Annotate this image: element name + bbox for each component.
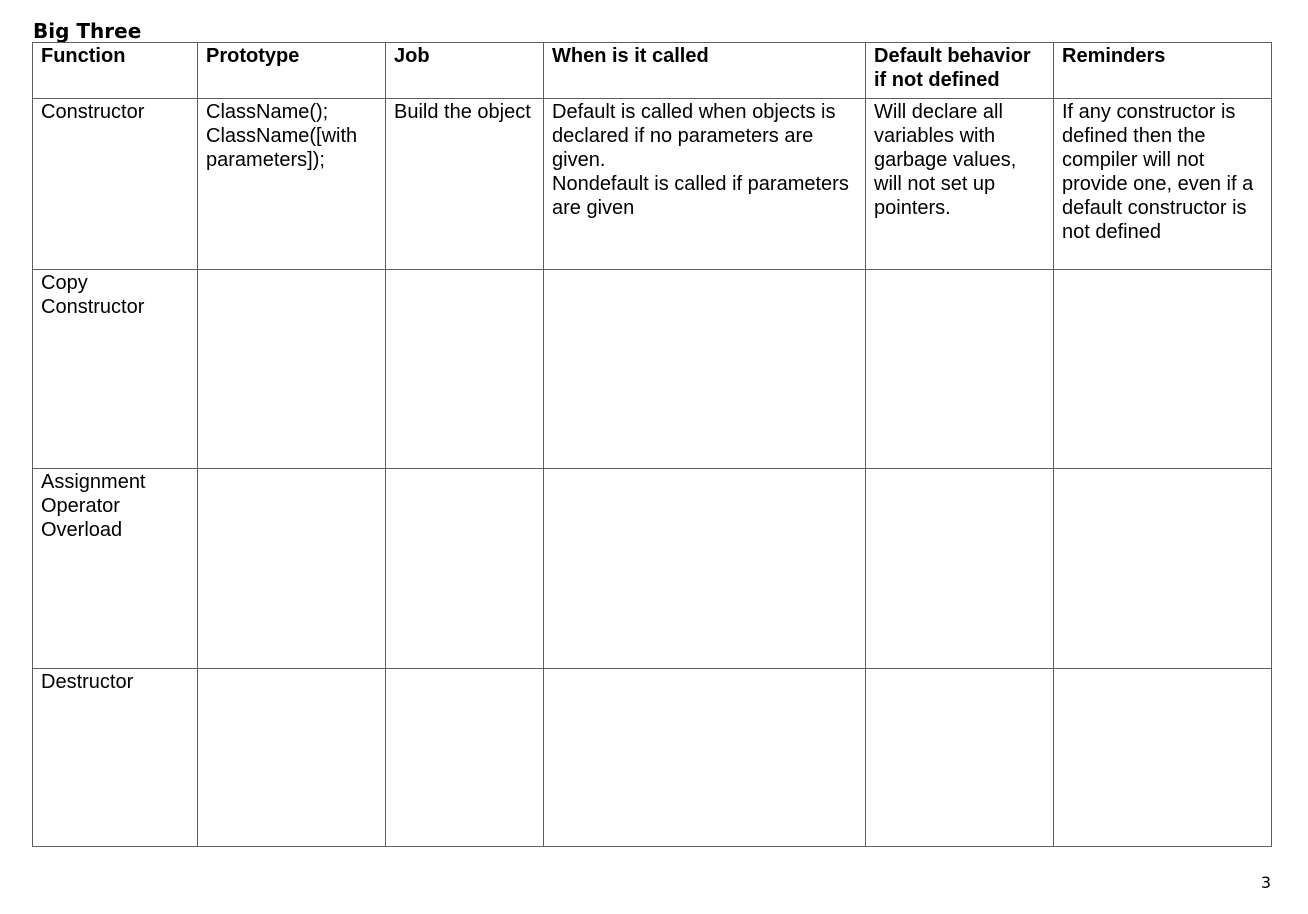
header-function: Function bbox=[33, 43, 198, 99]
cell-function: Constructor bbox=[33, 99, 198, 270]
table-row-destructor bbox=[33, 669, 1272, 847]
cell-when-called bbox=[544, 469, 866, 669]
prototype-line: ClassName(); bbox=[206, 101, 329, 123]
cell-default-behavior: Will declare all variables with garbage values, will not set up pointers. bbox=[866, 99, 1054, 270]
table-header-row bbox=[33, 43, 1272, 99]
header-default-behavior: Default behavior if not defined bbox=[866, 43, 1054, 99]
cell-default-behavior bbox=[866, 469, 1054, 669]
cell-reminders bbox=[1054, 669, 1272, 847]
cell-job bbox=[386, 469, 544, 669]
cell-reminders bbox=[1054, 270, 1272, 469]
table-row-copy-constructor bbox=[33, 270, 1272, 469]
header-prototype: Prototype bbox=[198, 43, 386, 99]
cell-function: Copy Constructor bbox=[33, 270, 198, 469]
cell-when-called bbox=[544, 669, 866, 847]
cell-prototype bbox=[198, 99, 386, 270]
cell-job bbox=[386, 669, 544, 847]
table-row-assignment-operator bbox=[33, 469, 1272, 669]
cell-reminders: If any constructor is defined then the compiler will not provide one, even if a default constructor is not defined bbox=[1054, 99, 1272, 270]
header-job: Job bbox=[386, 43, 544, 99]
cell-prototype bbox=[198, 270, 386, 469]
cell-reminders bbox=[1054, 469, 1272, 669]
big-three-table bbox=[32, 42, 1272, 847]
prototype-line: ClassName([with parameters]); bbox=[206, 125, 358, 171]
cell-default-behavior bbox=[866, 270, 1054, 469]
cell-when-called bbox=[544, 270, 866, 469]
when-called-line: Default is called when objects is declared if no parameters are given. bbox=[552, 101, 836, 171]
header-when-called: When is it called bbox=[544, 43, 866, 99]
cell-function: Destructor bbox=[33, 669, 198, 847]
page-number: 3 bbox=[1260, 873, 1271, 892]
cell-prototype bbox=[198, 469, 386, 669]
when-called-line: Nondefault is called if parameters are given bbox=[552, 173, 849, 219]
cell-function: Assignment Operator Overload bbox=[33, 469, 198, 669]
header-reminders: Reminders bbox=[1054, 43, 1272, 99]
cell-when-called bbox=[544, 99, 866, 270]
cell-default-behavior bbox=[866, 669, 1054, 847]
document-title: Big Three bbox=[33, 19, 142, 43]
cell-prototype bbox=[198, 669, 386, 847]
cell-job bbox=[386, 270, 544, 469]
table-row-constructor bbox=[33, 99, 1272, 270]
cell-job: Build the object bbox=[386, 99, 544, 270]
